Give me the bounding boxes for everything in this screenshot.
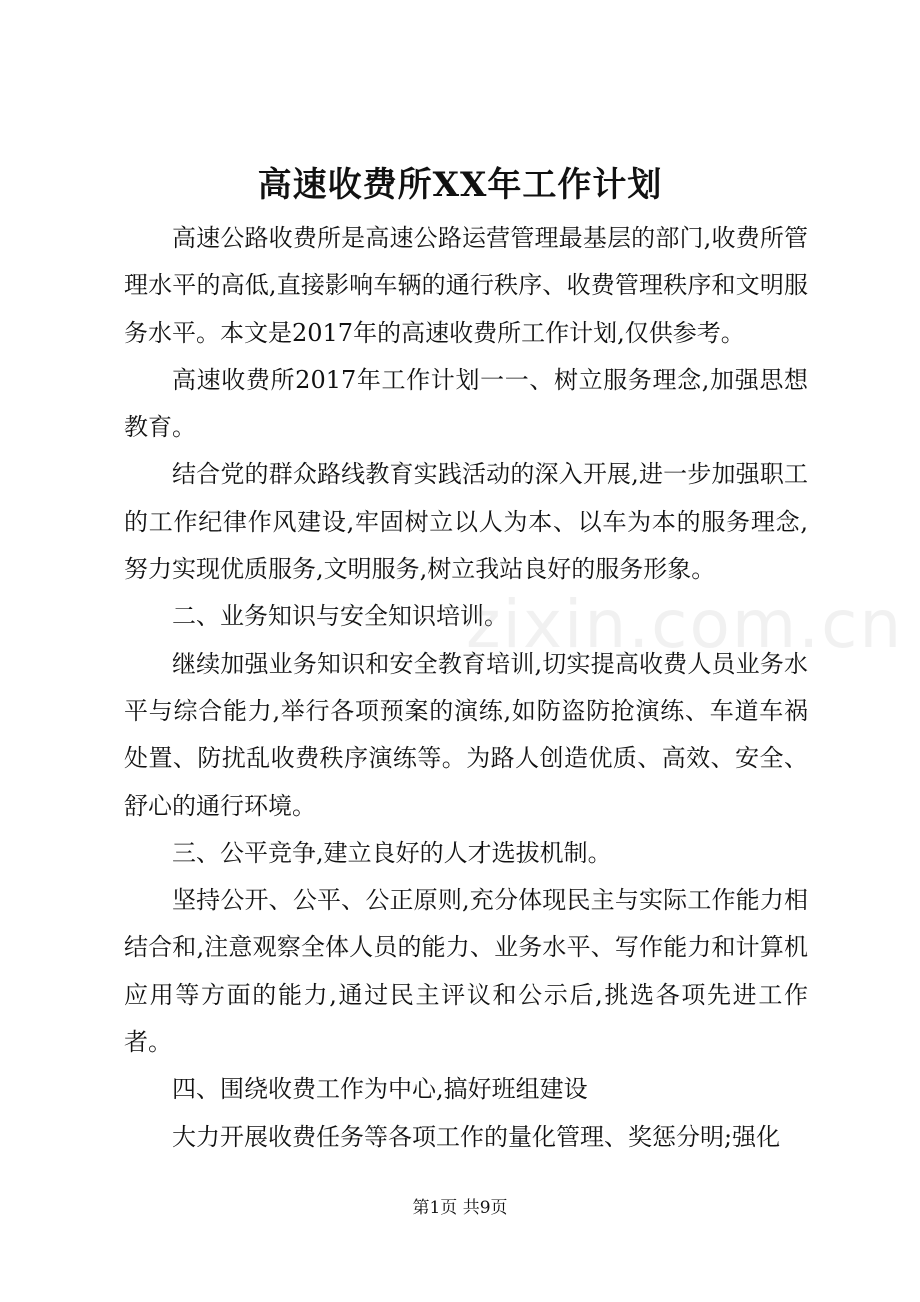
- paragraph: 结合党的群众路线教育实践活动的深入开展,进一步加强职工的工作纪律作风建设,牢固树立以人为本、以车为本的服务理念,努力实现优质服务,文明服务,树立我站良好的服务形象。: [124, 460, 808, 584]
- section-heading: 四、围绕收费工作为中心,搞好班组建设: [172, 1075, 588, 1104]
- page-footer: 第1页 共9页: [412, 1198, 508, 1218]
- document-title: 高速收费所XX年工作计划: [257, 165, 663, 205]
- paragraph: 高速公路收费所是高速公路运营管理最基层的部门,收费所管理水平的高低,直接影响车辆的通行秩序、收费管理秩序和文明服务水平。本文是2017年的高速收费所工作计划,仅供参考。: [124, 224, 808, 347]
- section-heading: 二、业务知识与安全知识培训。: [172, 602, 508, 631]
- paragraph: 继续加强业务知识和安全教育培训,切实提高收费人员业务水平与综合能力,举行各项预案的演练,如防盗防抢演练、车道车祸处置、防扰乱收费秩序演练等。为路人创造优质、高效、安全、舒心的通行环境。: [124, 649, 808, 820]
- paragraph: 高速收费所2017年工作计划一一、树立服务理念,加强思想教育。: [124, 365, 808, 442]
- watermark: zixin.com.cn: [466, 586, 904, 663]
- paragraph: 坚持公开、公平、公正原则,充分体现民主与实际工作能力相结合和,注意观察全体人员的能力、业务水平、写作能力和计算机应用等方面的能力,通过民主评议和公示后,挑选各项先进工作者。: [124, 886, 808, 1057]
- paragraph: 大力开展收费任务等各项工作的量化管理、奖惩分明;强化: [172, 1122, 781, 1151]
- document-body: [124, 215, 808, 1161]
- section-heading: 三、公平竞争,建立良好的人才选拔机制。: [172, 838, 612, 867]
